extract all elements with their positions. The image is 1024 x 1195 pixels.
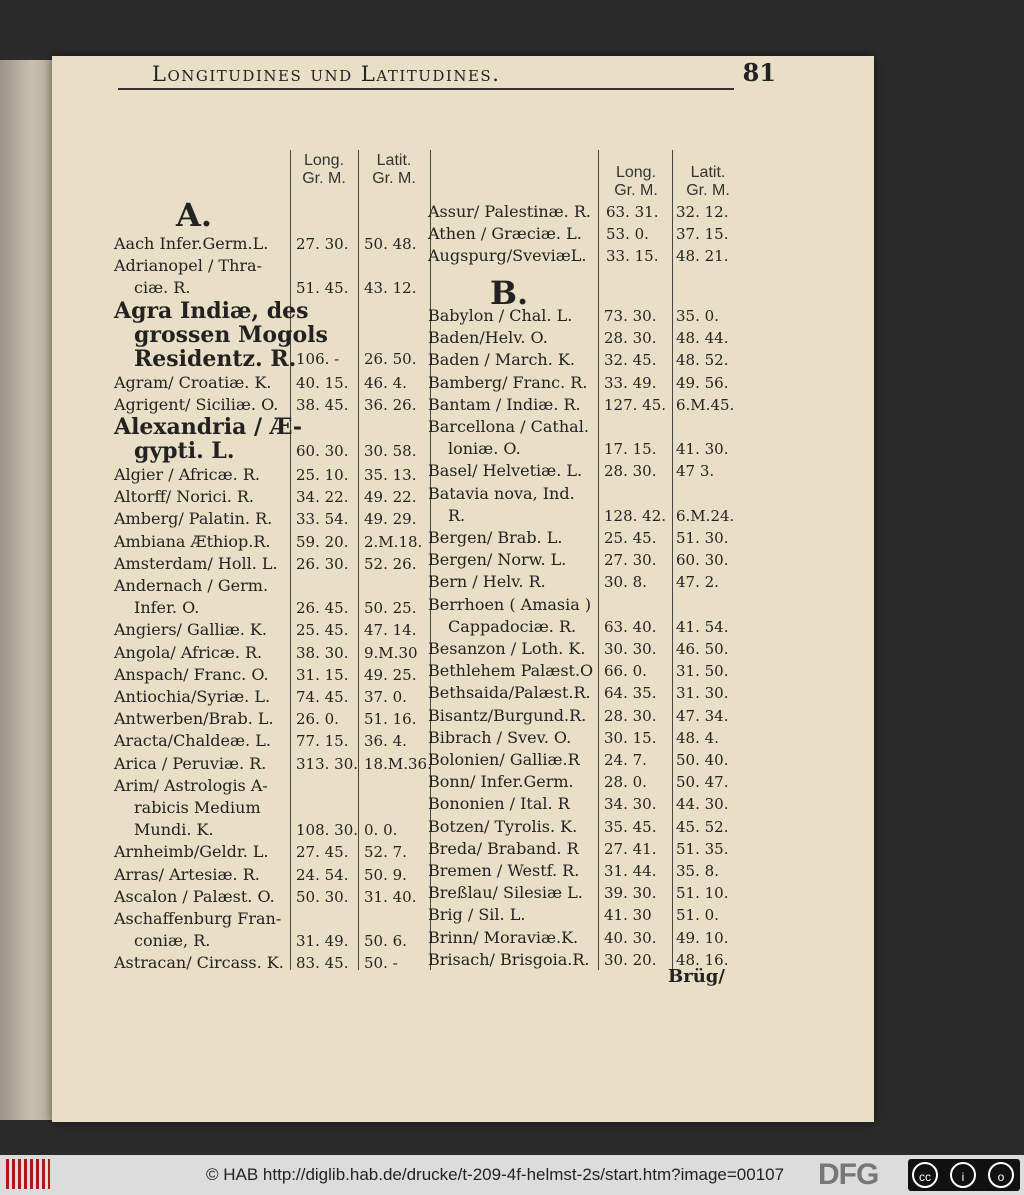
entry-place: Babylon / Chal. L. bbox=[428, 306, 573, 325]
entry-place: Antwerben/Brab. L. bbox=[114, 709, 274, 729]
entry-lat: 43. 12. bbox=[364, 279, 417, 298]
entry-place: Bethlehem Palæst.O bbox=[428, 661, 594, 681]
entry-long: 33. 49. bbox=[604, 373, 657, 392]
entry-lat: 47 3. bbox=[676, 462, 715, 481]
entry-place: Agra Indiæ, des bbox=[114, 297, 309, 324]
entry-long: 33. 15. bbox=[606, 247, 659, 266]
entry-place: Botzen/ Tyrolis. K. bbox=[428, 816, 578, 836]
entry-place: Basel/ Helvetiæ. L. bbox=[428, 461, 583, 481]
entry-long: 34. 22. bbox=[296, 488, 349, 507]
entry-lat: 18.M.36. bbox=[364, 754, 432, 773]
entry-long: 40. 30. bbox=[604, 928, 657, 947]
entry-lat: 48. 4. bbox=[676, 728, 719, 747]
entry-long: 35. 45. bbox=[604, 817, 657, 836]
entry-long: 24. 54. bbox=[296, 865, 349, 884]
entry-lat: 31. 40. bbox=[364, 887, 417, 906]
entry-place: loniæ. O. bbox=[448, 439, 521, 459]
entry-long: 34. 30. bbox=[604, 795, 657, 814]
library-logo-icon bbox=[6, 1159, 50, 1189]
entry-place: Barcellona / Cathal. bbox=[428, 417, 589, 436]
entry-long: 53. 0. bbox=[606, 225, 649, 244]
entry-long: 74. 45. bbox=[296, 688, 349, 706]
column-divider bbox=[598, 150, 599, 970]
entry-long: 28. 0. bbox=[604, 773, 647, 792]
entry-long: 31. 49. bbox=[296, 932, 349, 951]
entry-long: 83. 45. bbox=[296, 954, 349, 973]
entry-long: 27. 45. bbox=[296, 843, 349, 862]
entry-place: grossen Mogols bbox=[134, 321, 328, 348]
entry-place: gypti. L. bbox=[134, 438, 235, 464]
entry-lat: 48. 21. bbox=[676, 247, 729, 266]
entry-lat: 52. 26. bbox=[364, 554, 417, 573]
entry-lat: 30. 58. bbox=[364, 442, 417, 460]
entry-long: 17. 15. bbox=[604, 440, 657, 459]
entry-long: 33. 54. bbox=[296, 510, 349, 529]
entry-place: Antiochia/Syriæ. L. bbox=[114, 687, 271, 706]
attribution-icon: i bbox=[950, 1162, 976, 1188]
entry-long: 73. 30. bbox=[604, 307, 657, 325]
entry-long: 63. 40. bbox=[604, 617, 657, 636]
entry-long: 59. 20. bbox=[296, 532, 349, 551]
entry-lat: 26. 50. bbox=[364, 349, 417, 368]
page-number: 81 bbox=[742, 58, 776, 87]
entry-lat: 48. 52. bbox=[676, 351, 729, 370]
entry-lat: 36. 4. bbox=[364, 732, 407, 751]
entry-long: 27. 41. bbox=[604, 839, 657, 858]
column-header-latit: Latit. Gr. M. bbox=[372, 152, 416, 187]
entry-long: 30. 30. bbox=[604, 640, 657, 658]
entry-lat: 47. 34. bbox=[676, 706, 729, 725]
entry-place: Amsterdam/ Holl. L. bbox=[114, 553, 278, 573]
entry-long: 26. 45. bbox=[296, 599, 349, 618]
entry-place: Aracta/Chaldeæ. L. bbox=[114, 731, 271, 751]
entry-place: Angola/ Africæ. R. bbox=[114, 642, 263, 662]
entry-lat: 49. 56. bbox=[676, 373, 729, 392]
entry-long: 27. 30. bbox=[296, 235, 349, 253]
entry-place: Brig / Sil. L. bbox=[428, 905, 526, 925]
entry-place: Bolonien/ Galliæ.R bbox=[428, 750, 580, 769]
entry-place: Amberg/ Palatin. R. bbox=[114, 509, 273, 529]
entry-place: Aschaffenburg Fran- bbox=[114, 909, 282, 928]
entry-place: Baden/Helv. O. bbox=[428, 328, 548, 348]
entry-place: Ascalon / Palæst. O. bbox=[114, 886, 275, 906]
section-letter-a: A. bbox=[176, 196, 212, 234]
entry-place: Augspurg/SveviæL. bbox=[428, 246, 587, 266]
entry-lat: 37. 15. bbox=[676, 225, 729, 244]
entry-place: Arica / Peruviæ. R. bbox=[114, 753, 267, 773]
entry-lat: 50. - bbox=[364, 954, 398, 973]
entry-place: Bibrach / Svev. O. bbox=[428, 727, 572, 747]
entry-lat: 49. 25. bbox=[364, 665, 417, 684]
entry-long: 41. 30 bbox=[604, 906, 652, 925]
entry-long: 40. 15. bbox=[296, 373, 349, 392]
entry-lat: 2.M.18. bbox=[364, 532, 423, 551]
entry-place: Brinn/ Moraviæ.K. bbox=[428, 927, 579, 947]
catchword: Brüg/ bbox=[668, 966, 725, 987]
entry-lat: 51. 30. bbox=[676, 529, 729, 547]
entry-place: Bantam / Indiæ. R. bbox=[428, 394, 581, 414]
entry-place: Brisach/ Brisgoia.R. bbox=[428, 949, 590, 969]
entry-long: 63. 31. bbox=[606, 203, 659, 221]
entry-place: Assur/ Palestinæ. R. bbox=[428, 202, 591, 221]
entry-long: 28. 30. bbox=[604, 329, 657, 348]
column-header-long: Long. Gr. M. bbox=[302, 152, 346, 187]
entry-long: 25. 10. bbox=[296, 466, 349, 484]
entry-lat: 0. 0. bbox=[364, 821, 398, 840]
entry-lat: 31. 30. bbox=[676, 684, 729, 703]
entry-lat: 49. 29. bbox=[364, 510, 417, 529]
entry-lat: 51. 35. bbox=[676, 839, 729, 858]
page-title: Longitudines und Latitudines. bbox=[152, 62, 501, 86]
entry-lat: 51. 0. bbox=[676, 906, 719, 925]
entry-place: Mundi. K. bbox=[134, 820, 214, 840]
entry-lat: 51. 10. bbox=[676, 884, 729, 903]
entry-long: 106. - bbox=[296, 349, 340, 368]
page-header bbox=[152, 58, 776, 88]
entry-place: Agrigent/ Siciliæ. O. bbox=[114, 394, 279, 414]
column-divider bbox=[672, 150, 673, 970]
entry-place: Altorff/ Norici. R. bbox=[114, 487, 255, 507]
entry-long: 39. 30. bbox=[604, 884, 657, 903]
entry-long: 64. 35. bbox=[604, 684, 657, 703]
entry-lat: 60. 30. bbox=[676, 551, 729, 570]
entry-place: Agram/ Croatiæ. K. bbox=[114, 372, 272, 392]
entry-long: 38. 30. bbox=[296, 643, 349, 662]
entry-place: Athen / Græciæ. L. bbox=[428, 224, 582, 244]
entry-lat: 36. 26. bbox=[364, 395, 417, 414]
entry-lat: 50. 48. bbox=[364, 235, 417, 253]
entry-place: Bern / Helv. R. bbox=[428, 572, 546, 592]
footer-bar bbox=[0, 1155, 1024, 1195]
entry-place: R. bbox=[448, 505, 466, 525]
entry-lat: 9.M.30 bbox=[364, 643, 418, 662]
entry-place: Residentz. R. bbox=[134, 345, 297, 372]
entry-lat: 51. 16. bbox=[364, 710, 417, 729]
entry-place: Berrhoen ( Amasia ) bbox=[428, 594, 592, 614]
entry-lat: 49. 22. bbox=[364, 488, 417, 507]
entry-place: ciæ. R. bbox=[134, 278, 191, 298]
entry-place: coniæ, R. bbox=[134, 931, 211, 951]
entry-place: Bonn/ Infer.Germ. bbox=[428, 772, 574, 792]
entry-lat: 47. 2. bbox=[676, 573, 719, 592]
entry-lat: 49. 10. bbox=[676, 928, 729, 947]
share-alike-icon: o bbox=[988, 1162, 1014, 1188]
entry-long: 25. 45. bbox=[296, 621, 349, 640]
entry-long: 32. 45. bbox=[604, 351, 657, 370]
cc-icon: cc bbox=[912, 1162, 938, 1188]
entry-lat: 50. 6. bbox=[364, 932, 407, 951]
entry-lat: 46. 50. bbox=[676, 640, 729, 658]
entry-lat: 52. 7. bbox=[364, 843, 407, 862]
entry-lat: 50. 40. bbox=[676, 751, 729, 769]
entry-long: 25. 45. bbox=[604, 529, 657, 547]
entry-place: Arras/ Artesiæ. R. bbox=[114, 864, 260, 884]
entry-lat: 37. 0. bbox=[364, 688, 407, 706]
entry-lat: 35. 13. bbox=[364, 466, 417, 484]
entry-lat: 31. 50. bbox=[676, 662, 729, 681]
entry-lat: 50. 9. bbox=[364, 865, 407, 884]
entry-place: Bremen / Westf. R. bbox=[428, 861, 580, 880]
entry-place: Cappadociæ. R. bbox=[448, 616, 577, 636]
column-divider bbox=[290, 150, 291, 970]
cc-license-badge[interactable] bbox=[908, 1159, 1020, 1191]
entry-long: 28. 30. bbox=[604, 462, 657, 481]
entry-long: 31. 44. bbox=[604, 862, 657, 880]
entry-lat: 44. 30. bbox=[676, 795, 729, 814]
entry-long: 127. 45. bbox=[604, 395, 667, 414]
entry-lat: 48. 44. bbox=[676, 329, 729, 348]
entry-place: Angiers/ Galliæ. K. bbox=[114, 620, 267, 640]
entry-place: Bergen/ Brab. L. bbox=[428, 528, 563, 547]
entry-place: Andernach / Germ. bbox=[114, 576, 269, 595]
entry-long: 31. 15. bbox=[296, 665, 349, 684]
entry-place: Aach Infer.Germ.L. bbox=[114, 234, 269, 253]
entry-place: Besanzon / Loth. K. bbox=[428, 639, 586, 658]
entry-long: 60. 30. bbox=[296, 442, 349, 460]
entry-place: Arnheimb/Geldr. L. bbox=[114, 842, 269, 862]
entry-place: Bisantz/Burgund.R. bbox=[428, 705, 587, 725]
entry-long: 108. 30. bbox=[296, 821, 359, 840]
entry-lat: 35. 0. bbox=[676, 307, 719, 325]
entry-place: Ambiana Æthiop.R. bbox=[114, 531, 271, 551]
column-header-latit: Latit. Gr. M. bbox=[686, 164, 730, 199]
entry-place: Breßlau/ Silesiæ L. bbox=[428, 883, 583, 903]
column-divider bbox=[358, 150, 359, 970]
entry-long: 38. 45. bbox=[296, 395, 349, 414]
entry-place: Infer. O. bbox=[134, 598, 200, 618]
entry-lat: 47. 14. bbox=[364, 621, 417, 640]
entry-place: Alexandria / Æ- bbox=[114, 414, 303, 440]
entry-long: 313. 30. bbox=[296, 754, 359, 773]
entry-place: Bamberg/ Franc. R. bbox=[428, 372, 588, 392]
header-rule bbox=[118, 88, 734, 90]
entry-long: 51. 45. bbox=[296, 279, 349, 298]
entry-long: 30. 15. bbox=[604, 728, 657, 747]
entry-lat: 45. 52. bbox=[676, 817, 729, 836]
entry-long: 30. 8. bbox=[604, 573, 647, 592]
entry-lat: 48. 16. bbox=[676, 950, 729, 969]
entry-long: 66. 0. bbox=[604, 662, 647, 681]
entry-lat: 6.M.24. bbox=[676, 506, 735, 525]
entry-long: 77. 15. bbox=[296, 732, 349, 751]
entry-lat: 46. 4. bbox=[364, 373, 407, 392]
entry-place: Bethsaida/Palæst.R. bbox=[428, 683, 591, 703]
entry-lat: 50. 47. bbox=[676, 773, 729, 792]
entry-place: Arim/ Astrologis A- bbox=[114, 775, 268, 795]
entry-lat: 41. 30. bbox=[676, 440, 729, 459]
entry-lat: 35. 8. bbox=[676, 862, 719, 880]
entry-place: Bergen/ Norw. L. bbox=[428, 550, 567, 570]
entry-long: 24. 7. bbox=[604, 751, 647, 769]
entry-place: Anspach/ Franc. O. bbox=[114, 664, 269, 684]
entry-lat: 32. 12. bbox=[676, 203, 729, 221]
entry-place: rabicis Medium bbox=[134, 798, 261, 817]
entry-long: 128. 42. bbox=[604, 506, 667, 525]
dfg-logo: DFG bbox=[818, 1158, 879, 1191]
entry-lat: 41. 54. bbox=[676, 617, 729, 636]
column-header-long: Long. Gr. M. bbox=[614, 164, 658, 199]
entry-long: 26. 30. bbox=[296, 554, 349, 573]
entry-place: Baden / March. K. bbox=[428, 350, 575, 370]
entry-long: 50. 30. bbox=[296, 887, 349, 906]
entry-place: Bononien / Ital. R bbox=[428, 794, 570, 814]
copyright-link[interactable]: © HAB http://diglib.hab.de/drucke/t-209-4f-helmst-2s/start.htm?image=00107 bbox=[206, 1165, 785, 1184]
entry-long: 26. 0. bbox=[296, 710, 339, 729]
entry-long: 27. 30. bbox=[604, 551, 657, 570]
entry-lat: 50. 25. bbox=[364, 599, 417, 618]
entry-lat: 6.M.45. bbox=[676, 395, 735, 414]
entry-place: Breda/ Braband. R bbox=[428, 838, 579, 858]
entry-place: Batavia nova, Ind. bbox=[428, 483, 575, 503]
entry-place: Algier / Africæ. R. bbox=[114, 465, 260, 484]
entry-long: 28. 30. bbox=[604, 706, 657, 725]
adjacent-page-edge bbox=[0, 60, 52, 1120]
section-letter-b: B. bbox=[490, 274, 529, 312]
entry-place: Astracan/ Circass. K. bbox=[114, 953, 284, 973]
entry-long: 30. 20. bbox=[604, 950, 657, 969]
entry-place: Adrianopel / Thra- bbox=[114, 256, 262, 276]
